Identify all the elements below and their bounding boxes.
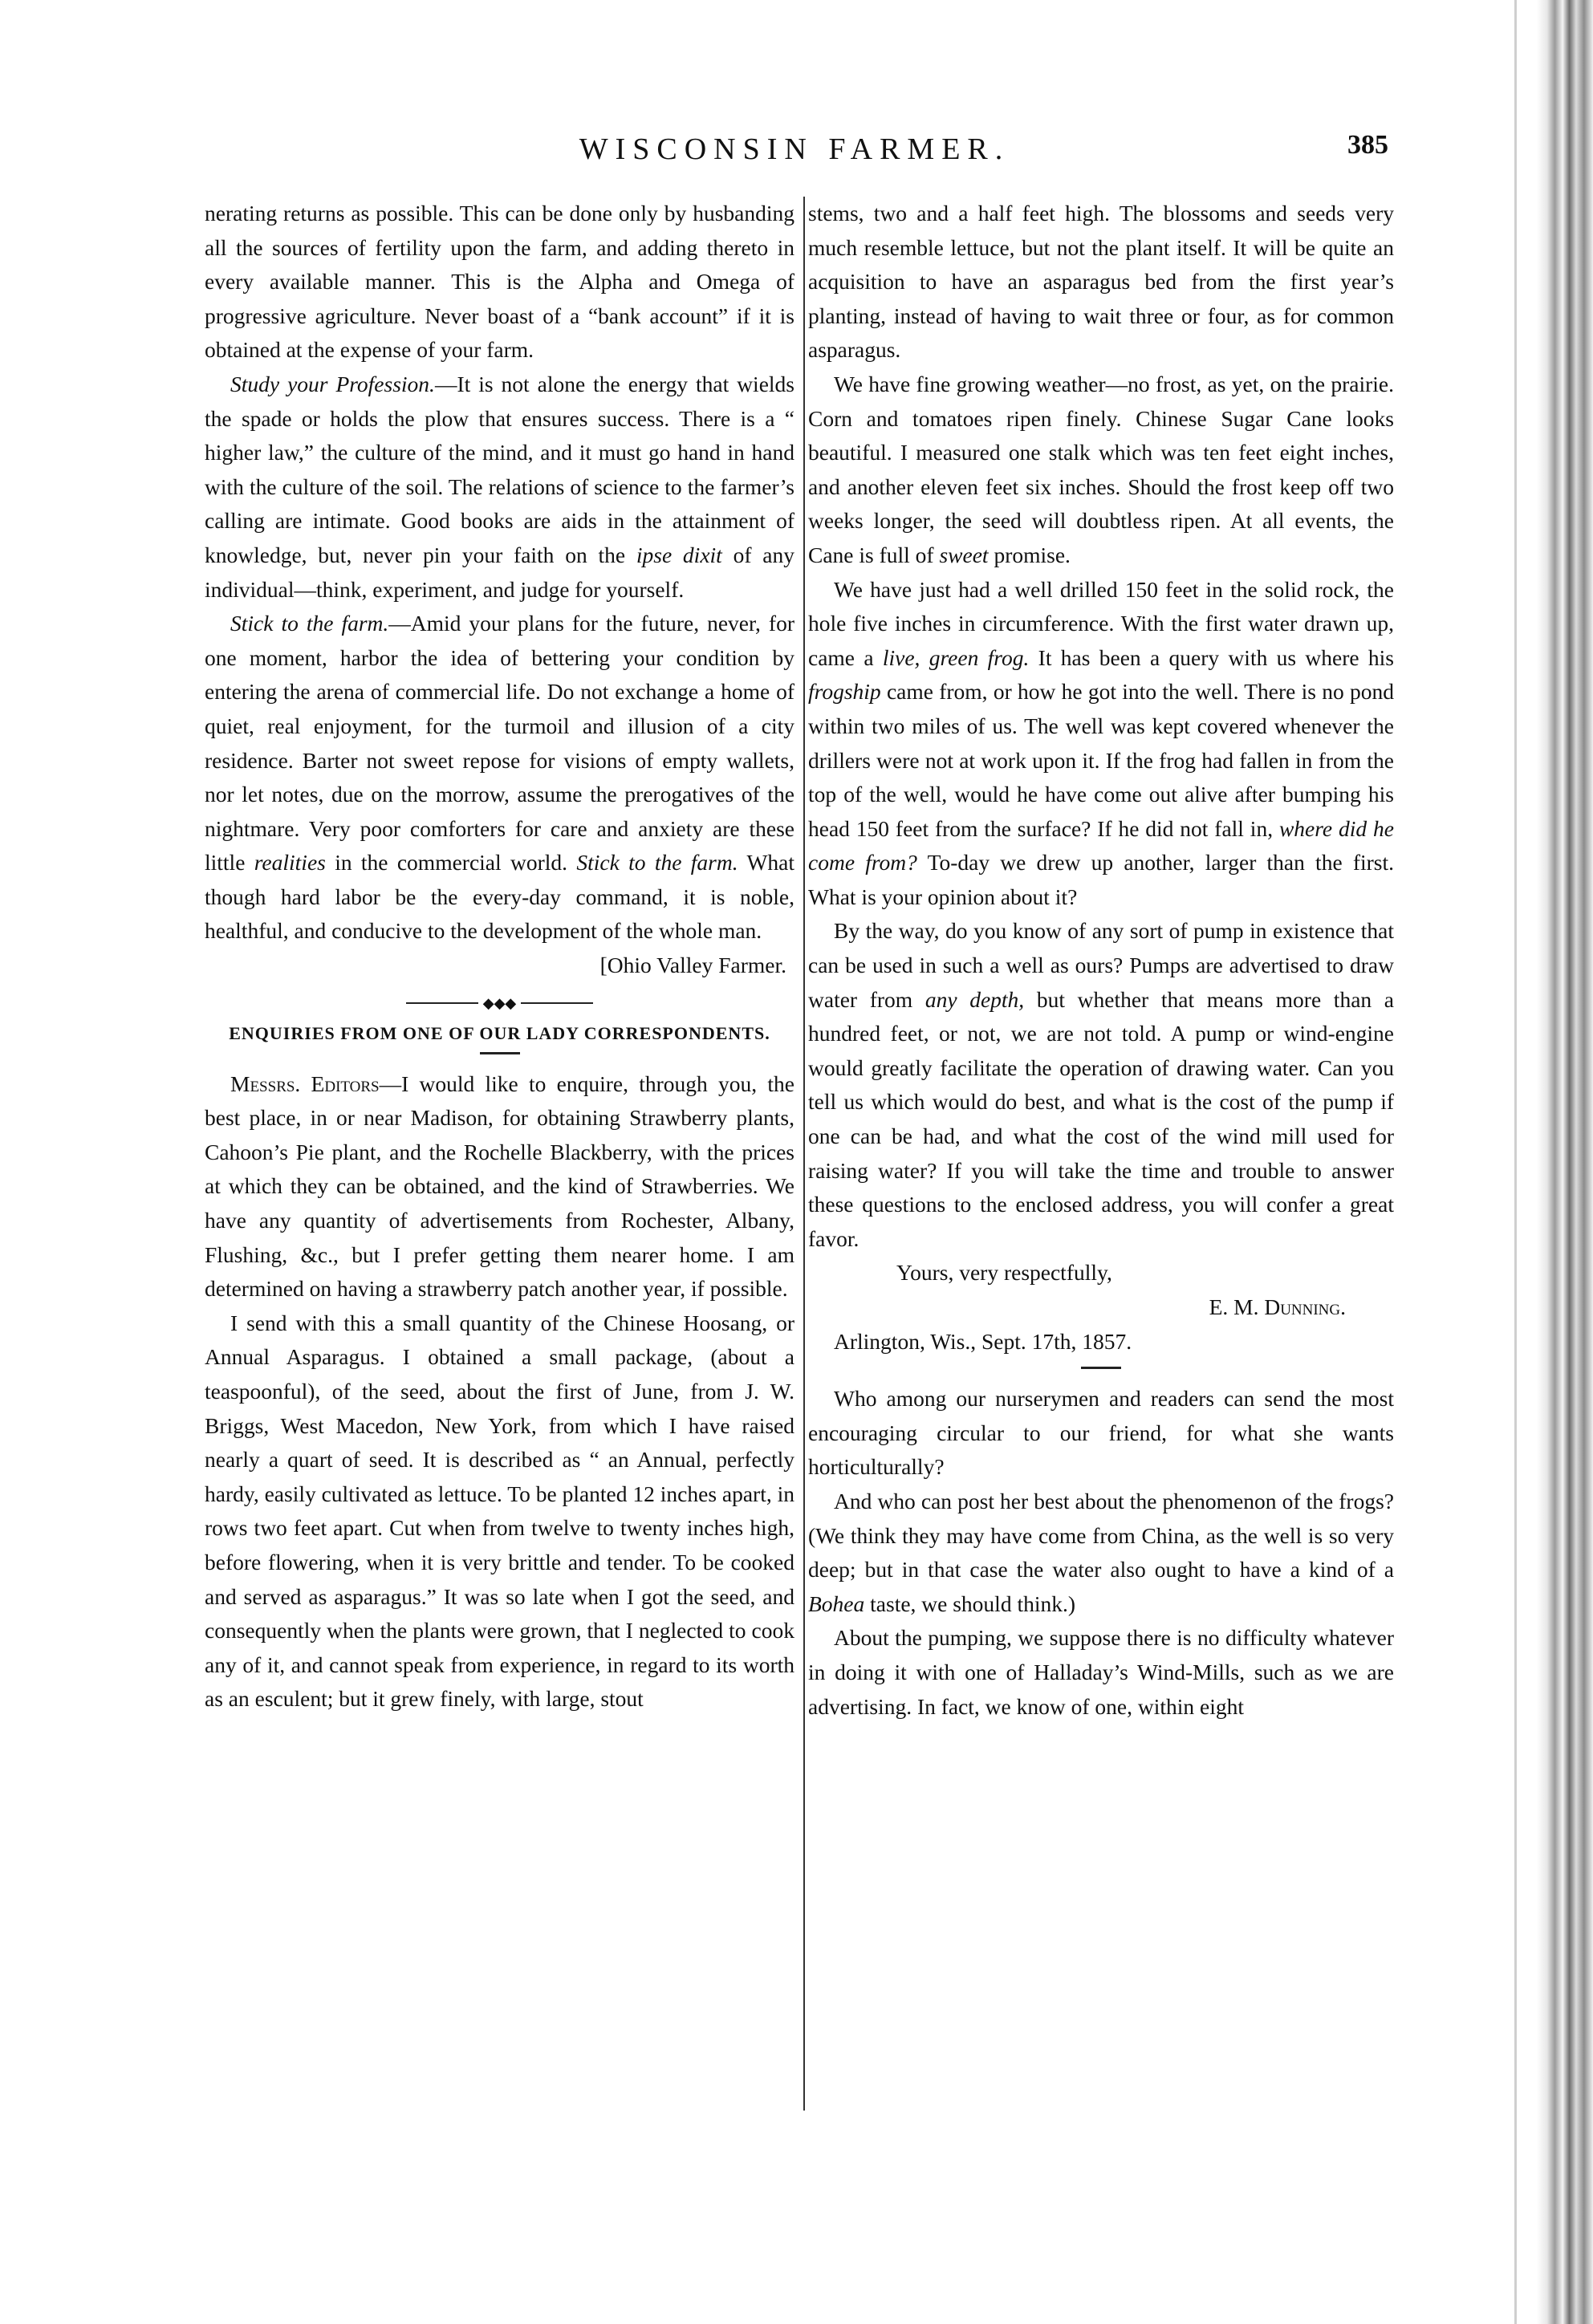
letter-paragraph — [808, 914, 1394, 1256]
paragraph-lead: Study your Profession. — [230, 371, 435, 396]
page-edge-line — [1514, 0, 1517, 2324]
italic-phrase: ipse dixit — [636, 542, 722, 567]
paragraph-text: And who can post her best about the phenomenon of the frogs? (We think they may have come from China, as the well is so very deep; but in that case the water also ought to have a kind of a — [808, 1488, 1394, 1583]
paragraph-text: but whether that means more than a hundred feet, or not, we are not told. A pump or wind-engine would greatly facilitate the operation of drawing water. Can you tell us which would do best, and what is the cost of the pump if one can be had, and what the cost of the wind mill used for raising water? If you will take the time and trouble to answer these questions to the enclosed address, you will confer a great favor. — [808, 986, 1395, 1251]
italic-phrase: where did he come from? — [808, 815, 1394, 876]
left-column — [205, 197, 794, 1717]
paragraph-text: came from, or how he got into the well. There is no pond within two miles of us. The well was kept covered whenever the drillers were not at work upon it. If the frog had fallen in from the top of the well, would he have come out alive after bumping his head 150 feet from the surface? If he did not fall in, — [808, 679, 1394, 841]
section-heading: ENQUIRIES FROM ONE OF OUR LADY CORRESPONDENTS. — [229, 1022, 770, 1043]
article-paragraph — [205, 368, 794, 607]
paragraph-text: —Amid your plans for the future, never, for one moment, harbor the idea of bettering your condition by entering the arena of commercial life. Do not exchange a home of quiet, real enjoyment, for the turmoil and illusion of a city residence. Barter not sweet repose for visions of empty wallets, nor let notes, due on the morrow, assume the prerogatives of the nightmare. Very poor comforters for care and anxiety are these little — [205, 611, 794, 876]
running-title: WISCONSIN FARMER. — [579, 132, 1010, 166]
ornament-diamonds: ◆◆◆ — [482, 994, 517, 1011]
column-divider — [803, 197, 805, 2111]
ornament-line — [406, 1002, 478, 1004]
letter-paragraph: I send with this a small quantity of the Chinese Hoosang, or Annual Asparagus. I obtained a small package, (about a teaspoonful), of the seed, about the first of June, from J. W. Briggs, West Macedon, New York, from which I have raised nearly a quart of seed. It is described as “ an Annual, perfectly hardy, easily cultivated as lettuce. To be planted 12 inches apart, in rows two feet apart. Cut when from twelve to twenty inches high, before flowering, when it is very brittle and tender. To be cooked and served as asparagus.” It was so late when I got the seed, and consequently when the plants were grown, that I neglected to cook any of it, and cannot speak from experience, in regard to its worth as an esculent; but it grew finely, with large, stout — [205, 1310, 794, 1712]
letter-paragraph — [808, 368, 1394, 573]
ornament-line — [521, 1002, 593, 1004]
italic-phrase: frogship — [808, 679, 881, 705]
letter-paragraph: stems, two and a half feet high. The blossoms and seeds very much resemble lettuce, but not the plant itself. It will be quite an acquisition to have an asparagus bed from the first year’s planting, instead of having to wait three or four, as for common asparagus. — [808, 201, 1394, 363]
italic-phrase: Bohea — [808, 1591, 865, 1616]
section-rule — [1081, 1367, 1121, 1369]
right-column — [808, 197, 1394, 1724]
letter-salutation: Messrs. Editors — [230, 1071, 380, 1096]
italic-phrase: sweet — [939, 542, 989, 567]
source-credit: [Ohio Valley Farmer. — [599, 953, 786, 978]
italic-phrase: any depth, — [925, 986, 1025, 1012]
heading-rule — [480, 1052, 520, 1054]
page-header — [201, 128, 1388, 177]
paragraph-text: We have fine growing weather—no frost, as yet, on the prairie. Corn and tomatoes ripen finely. Chinese Sugar Cane looks beautiful. I measured one stalk which was ten feet eight inches, and another eleven feet six inches. Should the frost keep off two weeks longer, the seed will doubtless ripen. At all events, the Cane is full of — [808, 371, 1394, 567]
article-paragraph — [205, 607, 794, 949]
page-edge-shadow — [1537, 0, 1593, 2324]
letter-dateline: Arlington, Wis., Sept. 17th, 1857. — [834, 1328, 1132, 1354]
letter-signature: E. M. Dunning. — [1209, 1294, 1346, 1319]
signature-block — [808, 1256, 1394, 1359]
paragraph-text: What though hard labor be the every-day command, it is noble, healthful, and conducive to the development of the whole man. — [205, 850, 794, 944]
italic-phrase: Stick to the farm. — [576, 850, 738, 876]
letter-paragraph — [205, 1067, 794, 1306]
paragraph-text: in the commercial world. — [325, 850, 577, 876]
editor-paragraph: About the pumping, we suppose there is no difficulty whatever in doing it with one of Halladay’s Wind-Mills, such as we are advertising. In fact, we know of one, within eight — [808, 1625, 1394, 1719]
section-ornament — [205, 983, 794, 1023]
paragraph-text: By the way, do you know of any sort of pump in existence that can be used in such a well as ours? Pumps are advertised to draw water from — [808, 918, 1394, 1012]
editor-paragraph: Who among our nurserymen and readers can send the most encouraging circular to our friend, for what she wants horticulturally? — [808, 1386, 1394, 1480]
letter-paragraph — [808, 573, 1394, 915]
paragraph-lead: Stick to the farm. — [230, 611, 389, 636]
paragraph-text: promise. — [988, 542, 1071, 567]
paragraph-text: It has been a query with us where his — [1029, 644, 1395, 670]
italic-phrase: realities — [254, 850, 326, 876]
paragraph-text: taste, we should think.) — [864, 1591, 1076, 1616]
paragraph-text: of any individual—think, experiment, and judge for yourself. — [205, 542, 794, 602]
paragraph-text: —I would like to enquire, through you, the best place, in or near Madison, for obtaining Strawberry plants, Cahoon’s Pie plant, and the Rochelle Blackberry, with the prices at which they can be obtained, and the kind of Strawberries. We have any quantity of advertisements from Rochester, Albany, Flushing, &c., but I prefer getting them nearer home. I am determined on having a strawberry patch another year, if possible. — [205, 1071, 794, 1302]
page-number: 385 — [1347, 130, 1388, 160]
paragraph-text: To-day we drew up another, larger than the first. What is your opinion about it? — [808, 850, 1394, 909]
italic-phrase: live, green frog. — [882, 644, 1030, 670]
article-paragraph: nerating returns as possible. This can be done only by husbanding all the sources of fertility upon the farm, and adding thereto in every available manner. This is the Alpha and Omega of progressive agriculture. Never boast of a “bank account” if it is obtained at the expense of your farm. — [205, 201, 794, 363]
paragraph-text: We have just had a well drilled 150 feet in the solid rock, the hole five inches in circumference. With the first water drawn up, came a — [808, 576, 1394, 670]
editor-paragraph — [808, 1485, 1394, 1621]
letter-closing: Yours, very respectfully, — [896, 1260, 1112, 1286]
paragraph-text: —It is not alone the energy that wields the spade or holds the plow that ensures success. There is a “ higher law,” the culture of the mind, and it must go hand in hand with the culture of the soil. The relations of science to the farmer’s calling are intimate. Good books are aids in the attainment of knowledge, but, never pin your faith on the — [205, 371, 794, 567]
